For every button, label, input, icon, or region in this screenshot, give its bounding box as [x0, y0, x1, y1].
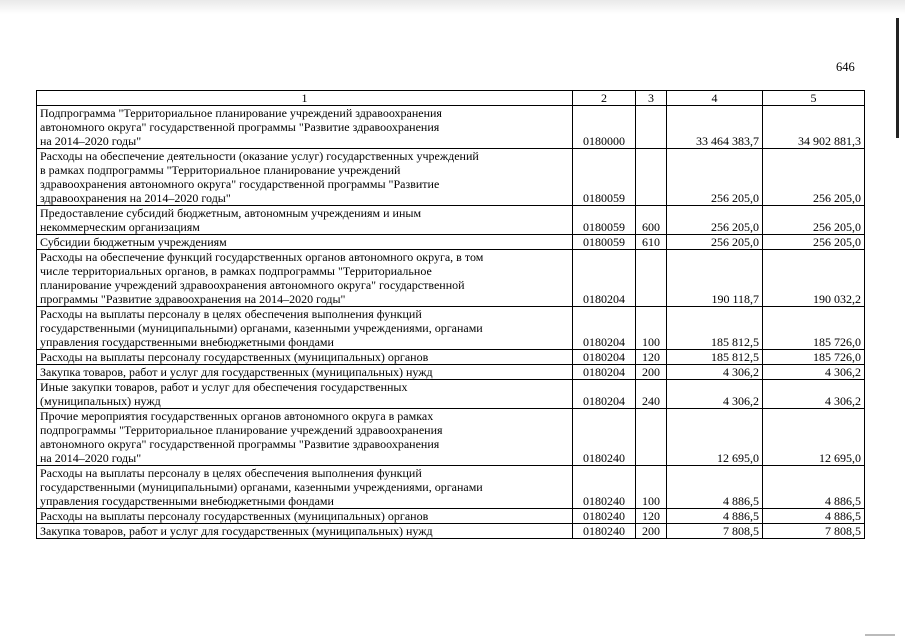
table-row — [37, 235, 865, 250]
table-row — [37, 409, 865, 466]
row-code-cell: 0180204 — [573, 365, 636, 380]
row-type-cell — [636, 409, 667, 466]
row-amount-2-cell: 12 695,0 — [763, 409, 865, 466]
row-type-cell — [636, 250, 667, 307]
column-header-name: 1 — [37, 91, 573, 106]
row-amount-2-cell: 185 726,0 — [763, 350, 865, 365]
row-amount-1-cell: 4 306,2 — [667, 365, 763, 380]
table-row — [37, 365, 865, 380]
row-name-cell: Расходы на выплаты персоналу государственных (муниципальных) органов — [37, 509, 573, 524]
row-name-cell: Субсидии бюджетным учреждениям — [37, 235, 573, 250]
row-type-cell: 240 — [636, 380, 667, 409]
row-amount-1-cell: 7 808,5 — [667, 524, 763, 539]
table-row — [37, 149, 865, 206]
column-header-amount-1: 4 — [667, 91, 763, 106]
row-code-cell: 0180204 — [573, 380, 636, 409]
row-type-cell — [636, 149, 667, 206]
row-code-cell: 0180204 — [573, 307, 636, 350]
row-amount-1-cell: 256 205,0 — [667, 235, 763, 250]
row-code-cell: 0180204 — [573, 250, 636, 307]
row-amount-1-cell: 185 812,5 — [667, 307, 763, 350]
row-code-cell: 0180059 — [573, 206, 636, 235]
row-code-cell: 0180240 — [573, 524, 636, 539]
table-row — [37, 206, 865, 235]
row-type-cell: 100 — [636, 307, 667, 350]
row-name-cell: Расходы на обеспечение функций государственных органов автономного округа, в том числе территориальных органов, в рамках подпрограммы "Территориальное планирование учреждений здравоохранения автономного округа" государственной программы "Развитие здравоохранения на 2014–2020 годы" — [37, 250, 573, 307]
row-amount-1-cell: 4 886,5 — [667, 509, 763, 524]
table-header-row — [37, 91, 865, 106]
row-name-cell: Расходы на выплаты персоналу в целях обеспечения выполнения функций государственными (муниципальными) органами, казенными учреждениями, органами управления государственными внебюджетными фондами — [37, 466, 573, 509]
row-amount-2-cell: 190 032,2 — [763, 250, 865, 307]
scan-edge-top — [0, 0, 905, 14]
table-row — [37, 466, 865, 509]
row-code-cell: 0180000 — [573, 106, 636, 149]
row-amount-2-cell: 256 205,0 — [763, 149, 865, 206]
column-header-type: 3 — [636, 91, 667, 106]
row-amount-1-cell: 33 464 383,7 — [667, 106, 763, 149]
scan-mark-bottom — [865, 634, 895, 636]
page-number: 646 — [836, 60, 855, 74]
row-name-cell: Иные закупки товаров, работ и услуг для обеспечения государственных (муниципальных) нужд — [37, 380, 573, 409]
row-code-cell: 0180059 — [573, 235, 636, 250]
table-row — [37, 524, 865, 539]
table-row — [37, 350, 865, 365]
row-amount-2-cell: 256 205,0 — [763, 235, 865, 250]
row-amount-1-cell: 4 306,2 — [667, 380, 763, 409]
row-code-cell: 0180204 — [573, 350, 636, 365]
row-amount-1-cell: 4 886,5 — [667, 466, 763, 509]
row-name-cell: Предоставление субсидий бюджетным, автономным учреждениям и иным некоммерческим организациям — [37, 206, 573, 235]
table-row — [37, 307, 865, 350]
row-type-cell: 600 — [636, 206, 667, 235]
row-amount-1-cell: 12 695,0 — [667, 409, 763, 466]
row-name-cell: Расходы на выплаты персоналу в целях обеспечения выполнения функций государственными (муниципальными) органами, казенными учреждениями, органами управления государственными внебюджетными фондами — [37, 307, 573, 350]
row-code-cell: 0180240 — [573, 409, 636, 466]
row-amount-1-cell: 185 812,5 — [667, 350, 763, 365]
table-row — [37, 250, 865, 307]
row-type-cell: 120 — [636, 350, 667, 365]
row-name-cell: Расходы на выплаты персоналу государственных (муниципальных) органов — [37, 350, 573, 365]
table-row — [37, 509, 865, 524]
table-body — [37, 106, 865, 539]
table-row — [37, 106, 865, 149]
row-type-cell: 120 — [636, 509, 667, 524]
row-amount-2-cell: 185 726,0 — [763, 307, 865, 350]
row-amount-2-cell: 4 306,2 — [763, 365, 865, 380]
row-code-cell: 0180240 — [573, 466, 636, 509]
row-amount-2-cell: 4 886,5 — [763, 509, 865, 524]
column-header-code: 2 — [573, 91, 636, 106]
row-code-cell: 0180059 — [573, 149, 636, 206]
row-type-cell: 200 — [636, 524, 667, 539]
budget-table — [36, 90, 865, 539]
row-name-cell: Закупка товаров, работ и услуг для государственных (муниципальных) нужд — [37, 524, 573, 539]
row-name-cell: Расходы на обеспечение деятельности (оказание услуг) государственных учреждений в рамках подпрограммы "Территориальное планирование учреждений здравоохранения автономного округа" государственной программы "Развитие здравоохранения на 2014–2020 годы" — [37, 149, 573, 206]
row-amount-1-cell: 256 205,0 — [667, 149, 763, 206]
row-amount-1-cell: 190 118,7 — [667, 250, 763, 307]
row-type-cell — [636, 106, 667, 149]
row-name-cell: Подпрограмма "Территориальное планирование учреждений здравоохранения автономного округа" государственной программы "Развитие здравоохранения на 2014–2020 годы" — [37, 106, 573, 149]
table-row — [37, 380, 865, 409]
row-name-cell: Закупка товаров, работ и услуг для государственных (муниципальных) нужд — [37, 365, 573, 380]
row-amount-2-cell: 256 205,0 — [763, 206, 865, 235]
column-header-amount-2: 5 — [763, 91, 865, 106]
scan-edge-right — [896, 18, 899, 138]
row-amount-2-cell: 7 808,5 — [763, 524, 865, 539]
row-amount-2-cell: 4 306,2 — [763, 380, 865, 409]
row-code-cell: 0180240 — [573, 509, 636, 524]
row-type-cell: 100 — [636, 466, 667, 509]
row-name-cell: Прочие мероприятия государственных органов автономного округа в рамках подпрограммы "Территориальное планирование учреждений здравоохранения автономного округа" государственной программы "Развитие здравоохранения на 2014–2020 годы" — [37, 409, 573, 466]
row-type-cell: 200 — [636, 365, 667, 380]
row-type-cell: 610 — [636, 235, 667, 250]
row-amount-2-cell: 4 886,5 — [763, 466, 865, 509]
row-amount-1-cell: 256 205,0 — [667, 206, 763, 235]
row-amount-2-cell: 34 902 881,3 — [763, 106, 865, 149]
